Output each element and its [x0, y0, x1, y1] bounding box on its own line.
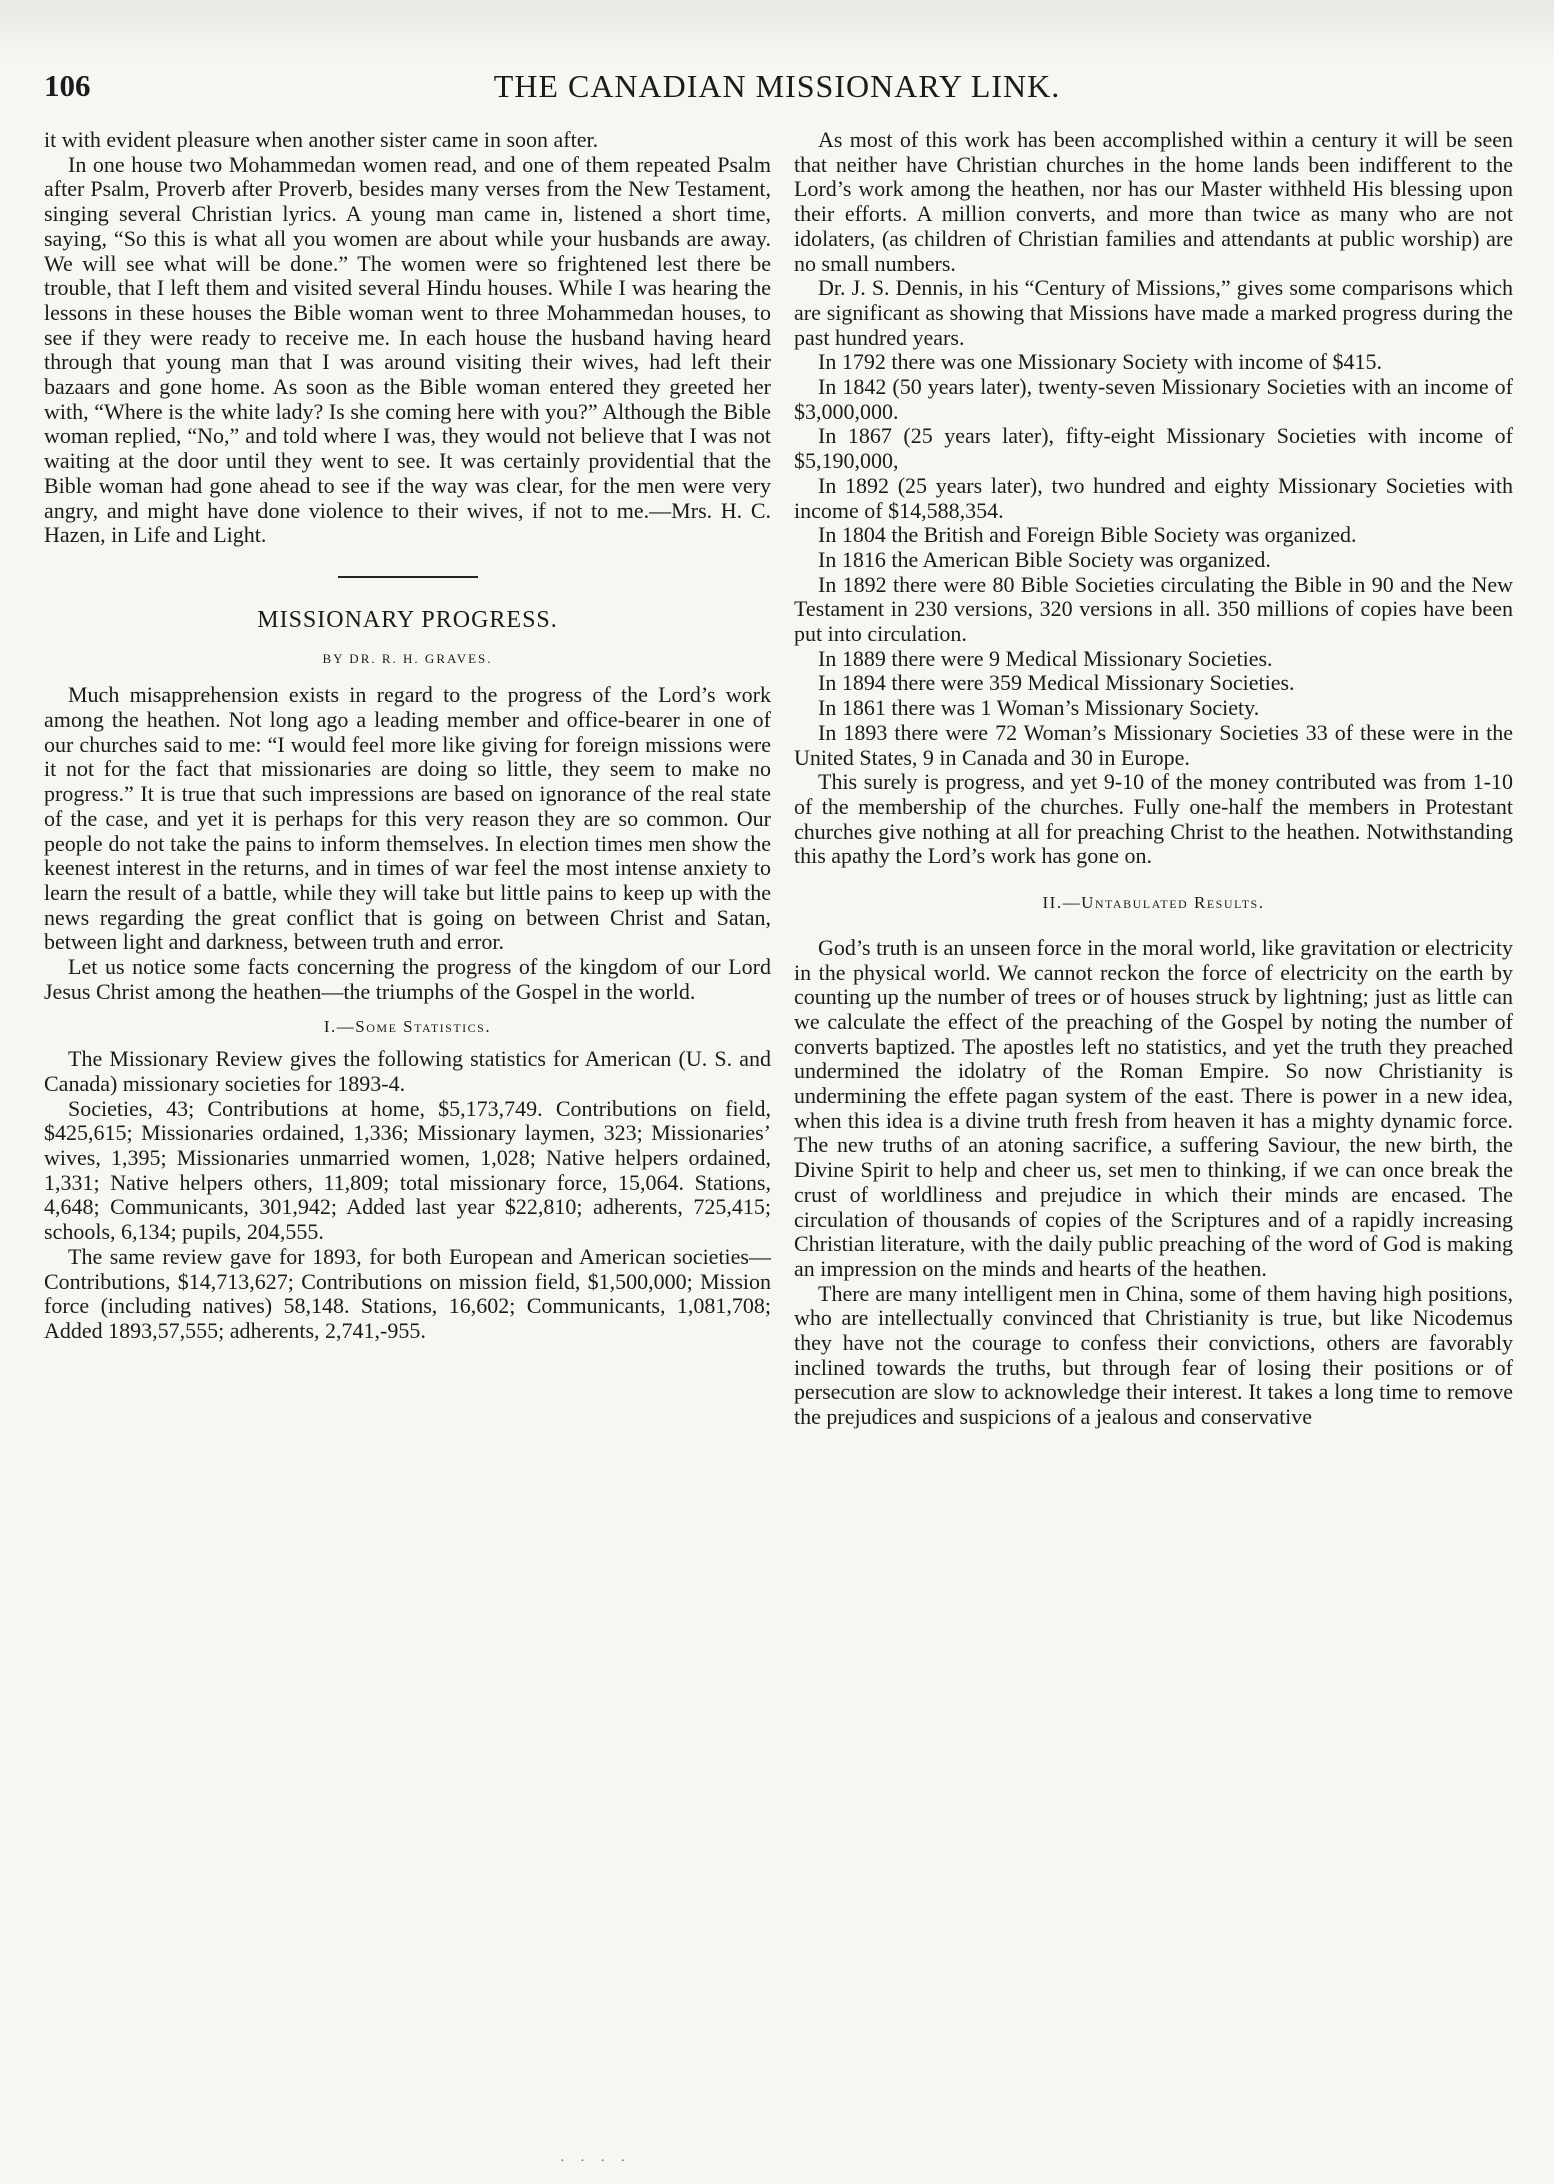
paragraph: The Missionary Review gives the following statistics for American (U. S. and Canada) missionary societies for 1893-4. [44, 1046, 771, 1096]
page-header [44, 68, 1510, 112]
paragraph: In 1892 (25 years later), two hundred and eighty Missionary Societies with income of $14,588,354. [794, 472, 1513, 523]
paragraph: In 1816 the American Bible Society was organized. [818, 546, 1271, 572]
paragraph: Societies, 43; Contributions at home, $5,173,749. Contributions on field, $425,615; Missionaries ordained, 1,336; Missionary laymen, 323; Missionaries’ wives, 1,395; Missionaries unmarried women, 1,028; Native helpers ordained, 1,331; Native helpers others, 11,809; total missionary force, 15,064. Stations, 4,648; Communicants, 301,942; Added last year $22,810; adherents, 725,415; schools, 6,134; pupils, 204,555. [44, 1095, 771, 1245]
paragraph: In 1842 (50 years later), twenty-seven Missionary Societies with an income of $3,000,000. [794, 374, 1513, 424]
paragraph: God’s truth is an unseen force in the moral world, like gravitation or electricity in the physical world. We cannot reckon the force of electricity on the earth by counting up the number of trees or of houses struck by lightning; just as little can we calculate the effect of the preaching of the Gospel by noting the number of converts baptized. The apostles left no statistics, and yet the truth they preached undermined the idolatry of the Roman Empire. So now Christianity is undermining the effete pagan system of the east. There is power in a new idea, when this idea is a divine truth fresh from heaven it has a mighty dynamic force. The new truths of an atoning sacrifice, a suffering Saviour, the new birth, the Divine Spirit to help and cheer us, set men to thinking, if we can once break the crust of worldliness and prejudice in which their minds are encased. The circulation of thousands of copies of the Scriptures and of a rapidly increasing Christian literature, with the daily public preaching of the word of God is making an impression on the minds and hearts of the heathen. [794, 934, 1513, 1281]
left-column [44, 128, 771, 1344]
paragraph: In 1892 there were 80 Bible Societies circulating the Bible in 90 and the New Testament in 230 versions, 320 versions in all. 350 millions of copies have been put into circulation. [794, 571, 1513, 647]
paragraph: In 1889 there were 9 Medical Missionary Societies. [818, 645, 1273, 671]
paragraph: This surely is progress, and yet 9-10 of the money contributed was from 1-10 of the membership of the churches. Fully one-half the members in Protestant churches give nothing at all for preaching Christ to the heathen. Notwithstanding this apathy the Lord’s work has gone on. [794, 769, 1513, 869]
paragraph: There are many intelligent men in China, some of them having high positions, who are intellectually convinced that Christianity is true, but like Nicodemus they have not the courage to confess their convictions, others are favorably inclined towards the truths, but through fear of losing their positions or of persecution are slow to acknowledge their interest. It takes a long time to remove the prejudices and suspicions of a jealous and conservative [794, 1280, 1513, 1430]
running-title: THE CANADIAN MISSIONARY LINK. [493, 68, 1061, 104]
paragraph: As most of this work has been accomplished within a century it will be seen that neither have Christian churches in the home lands been indifferent to the Lord’s work among the heathen, nor has our Master withheld His blessing upon their efforts. A million converts, and more than twice as many who are not idolaters, (as children of Christian families and attendants at public worship) are no small numbers. [794, 127, 1513, 276]
paragraph: it with evident pleasure when another sister came in soon after. [44, 127, 599, 152]
paragraph: In one house two Mohammedan women read, and one of them repeated Psalm after Psalm, Proverb after Proverb, besides many verses from the New Testament, singing several Christian lyrics. A young man came in, listened a short time, saying, “So this is what all you women are about while your husbands are away. We will see what will be done.” The women were so frightened lest there be trouble, that I left them and visited several Hindu houses. While I was hearing the lessons in these houses the Bible woman went to three Mohammedan houses, to see if they were ready to receive me. In each house the husband having heard through that young man that I was around visiting their wives, had left their bazaars and gone home. As soon as the Bible woman entered they greeted her with, “Where is the white lady? Is she coming here with you?” Although the Bible woman replied, “No,” and told where I was, they would not believe that I was not waiting at the door until they went to see. It was certainly providential that the Bible woman had gone ahead to see if the way was clear, for the men were very angry, and might have done violence to their wives, if not to me.—Mrs. H. C. Hazen, in Life and Light. [44, 151, 771, 548]
divider-rule [338, 576, 478, 578]
right-column [794, 128, 1513, 1430]
paragraph: In 1893 there were 72 Woman’s Missionary Societies 33 of these were in the United States, 9 in Canada and 30 in Europe. [794, 719, 1513, 770]
subheading: II.—Untabulated Results. [1042, 893, 1265, 913]
paragraph: Much misapprehension exists in regard to the progress of the Lord’s work among the heathen. Not long ago a leading member and office-bearer in one of our churches said to me: “I would feel more like giving for foreign missions were it not for the fact that missionaries are doing so little, they seem to make no progress.” It is true that such impressions are based on ignorance of the real state of the case, and yet it is perhaps for this very reason they are so common. Our people do not take the pains to inform themselves. In election times men show the keenest interest in the returns, and in times of war feel the most intense anxiety to learn the result of a battle, while they will take but little pains to keep up with the news regarding the great conflict that is going on between Christ and Satan, between light and darkness, between truth and error. [44, 682, 771, 955]
paragraph: In 1804 the British and Foreign Bible Society was organized. [818, 522, 1357, 548]
paragraph: In 1894 there were 359 Medical Missionary Societies. [818, 670, 1295, 696]
paragraph: Dr. J. S. Dennis, in his “Century of Missions,” gives some comparisons which are significant as showing that Missions have made a marked progress during the past hundred years. [794, 275, 1513, 350]
page-stain [0, 0, 1554, 60]
paragraph: In 1792 there was one Missionary Society with income of $415. [818, 349, 1382, 375]
paragraph: In 1861 there was 1 Woman’s Missionary Society. [818, 695, 1260, 721]
page-number: 106 [44, 68, 91, 103]
paragraph: Let us notice some facts concerning the progress of the kingdom of our Lord Jesus Christ among the heathen—the triumphs of the Gospel in the world. [44, 954, 771, 1004]
section-title: MISSIONARY PROGRESS. [257, 606, 558, 633]
paragraph: The same review gave for 1893, for both European and American societies—Contributions, $14,713,627; Contributions on mission field, $1,500,000; Mission force (including natives) 58,148. Stations, 16,602; Communicants, 1,081,708; Added 1893,57,555; adherents, 2,741,-955. [44, 1243, 771, 1343]
print-specks: · · · · [560, 2154, 632, 2169]
byline: BY DR. R. H. GRAVES. [322, 650, 493, 666]
subheading: I.—Some Statistics. [323, 1016, 492, 1036]
paragraph: In 1867 (25 years later), fifty-eight Missionary Societies with income of $5,190,000, [794, 423, 1513, 474]
